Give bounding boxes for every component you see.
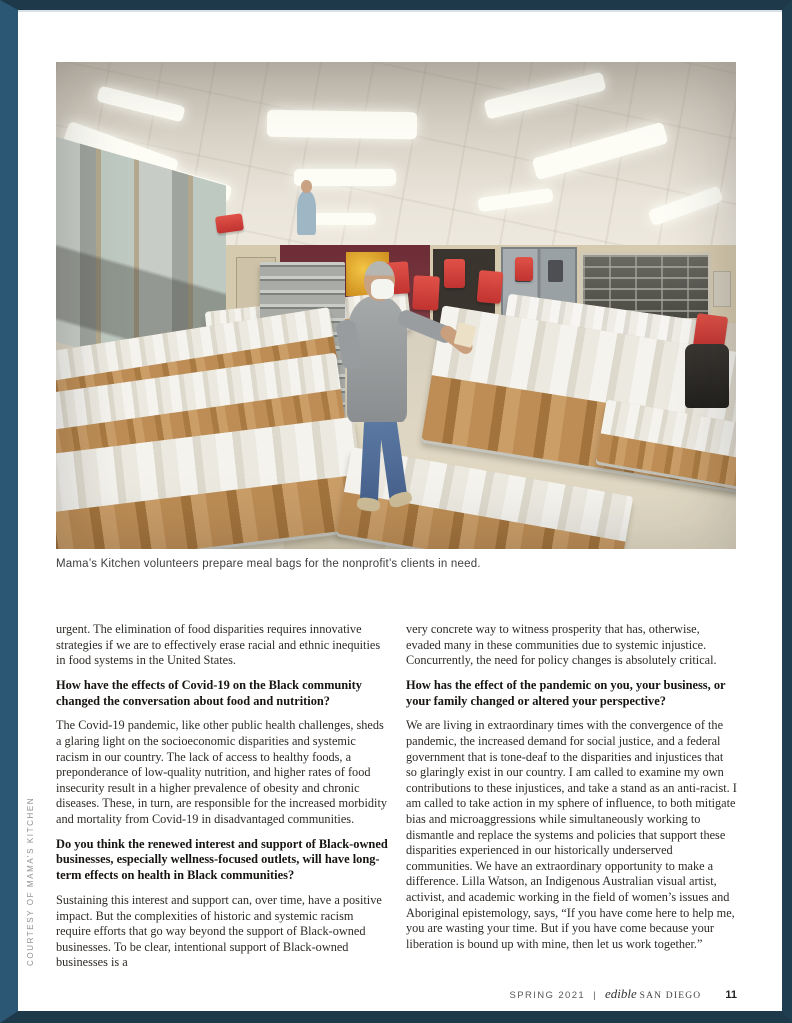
- article-columns: [56, 622, 737, 980]
- photo-credit: COURTESY OF MAMA’S KITCHEN: [26, 796, 35, 966]
- footer-separator: |: [593, 990, 597, 1001]
- paragraph: The Covid-19 pandemic, like other public health challenges, sheds a glaring light on the socioeconomic disparities and systemic racism in our country. The lack of access to healthy foods, a preponderance of low-quality nutrition, and higher rates of food insecurity result in a higher prevalence of obesity and chronic diseases. These, in turn, are responsible for the increased morbidity and mortality from Covid-19 in disadvantaged communities.: [56, 718, 388, 826]
- page-number: 11: [725, 989, 737, 1001]
- paragraph: very concrete way to witness prosperity that has, otherwise, evaded many in these communities due to systemic injustice. Concurrently, the need for policy changes is absolutely critical.: [406, 622, 717, 668]
- paragraph: urgent. The elimination of food disparities requires innovative strategies if we are to effectively erase racial and ethnic inequities in food systems in the United States.: [56, 622, 381, 668]
- brand-edible: edible: [604, 986, 637, 1001]
- question-heading: How have the effects of Covid-19 on the Black community changed the conversation about food and nutrition?: [56, 677, 362, 708]
- article-column-left: [56, 622, 390, 980]
- photo-vignette: [56, 62, 736, 549]
- page-footer: [510, 986, 738, 1002]
- question-heading: Do you think the renewed interest and support of Black-owned businesses, especially wellness-focused outlets, will have long-term effects on health in Black communities?: [56, 836, 388, 883]
- paragraph: Sustaining this interest and support can, over time, have a positive impact. But the complexities of historic and systemic racism require efforts that go way beyond the support of Black-owned businesses. To be clear, intentional support of Black-owned businesses is a: [56, 892, 382, 970]
- brand-san-diego: SAN DIEGO: [639, 991, 702, 1001]
- photo-mamas-kitchen: [56, 62, 736, 549]
- article-column-right: [406, 622, 737, 980]
- paragraph: We are living in extraordinary times with the convergence of the pandemic, the increased demand for social justice, and a federal government that is tone-deaf to the disparities and injustices that so glaringly exist in our country. I am called to examine my own contributions to these injustices, and take a stand as an anti-racist. I am called to take action in my sphere of influence, to both mitigate bias and microaggressions while simultaneously working to dismantle and replace the systems and policies that support these disparities experienced in our historically underserved communities. We have an extraordinary opportunity to make a difference. Lilla Watson, an Indigenous Australian visual artist, activist, and academic working in the field of women’s issues and Aboriginal epistemology, says, “If you have come here to help me, you are wasting your time. But if you have come because your liberation is bound up with mine, then let us work together.”: [406, 718, 737, 951]
- question-heading: How has the effect of the pandemic on you, your business, or your family changed or altered your perspective?: [406, 677, 726, 708]
- footer-issue: SPRING 2021: [509, 990, 586, 1001]
- photo-caption: Mama’s Kitchen volunteers prepare meal bags for the nonprofit’s clients in need.: [56, 558, 481, 570]
- footer-brand: [605, 986, 701, 1002]
